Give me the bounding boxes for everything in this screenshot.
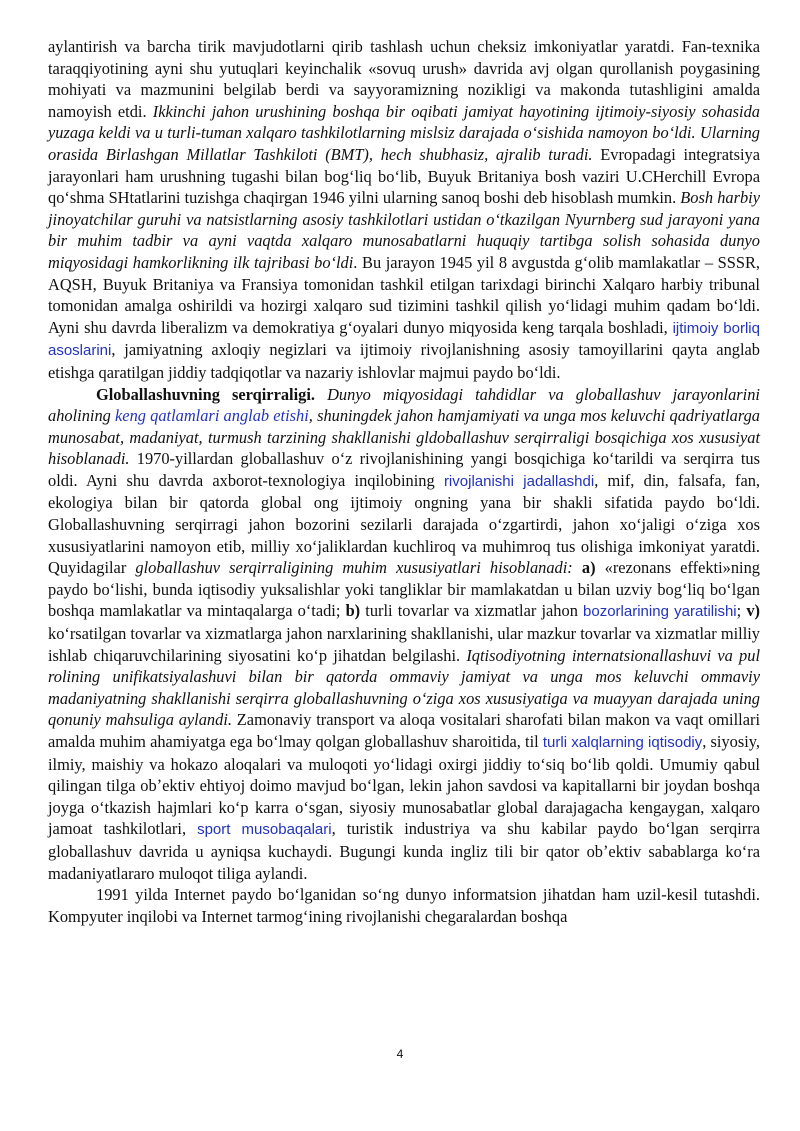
list-marker-v: v) [746,601,761,621]
text-run: 1970-yillardan globallashuv oʻz rivojlanishining yangi bosqichiga koʻtarildi va serqirra tus oldi. Ayni shu davrda axborot-texnologiya inqilobining [48,449,760,490]
link-rivojlanishi-jadallashdi[interactable]: rivojlanishi jadallashdi [443,472,595,490]
italic-text: Ikkinchi jahon urushining boshqa bir oqibati jamiyat hayotining ijtimoiy-siyosiy sohasida yuzaga keldi va u turli-tuman xalqaro tashkilotlarning mislsiz darajada oʻsishida namoyon boʻldi. Ularning orasida Birlashgan Millatlar Tashkiloti (BMT), hech shubhasiz, ajralib turadi. [48,101,761,164]
text-run: . Bu jarayon 1945 yil 8 avgustda gʻolib mamlakatlar – SSSR, AQSH, Buyuk Britaniya va Fransiya tomonidan tashkil etilgan tarixdagi birinchi Xalqaro harbiy tribunal tomonidan amalga oshirildi va hozirgi xalqaro sud tizimini tashkil qilish yoʻlidagi muhim qadam boʻldi. Ayni shu davrda liberalizm va demokratiya gʻoyalari dunyo miqyosida keng tarqala boshladi, [48,252,761,337]
link-keng-qatlamlari[interactable]: keng qatlamlari anglab etishi [115,406,309,426]
text-run: , siyosiy, ilmiy, maishiy va hokazo aloqalari va muloqoti yoʻlidagi oxirgi jiddiy toʻsiq boʻlib qoldi. Umumiy qabul qilingan tilga obʼektiv ehtiyoj doimo mavjud boʻlgan, lekin jahon savdosi va kapitallarni bir joydan boshqa joyga oʻtkazish hajmlari koʻp karra oʻsgan, siyosiy munosabatlar global darajagacha kengaygan, xalqaro jamoat tashkilotlari, [48,732,760,839]
italic-text: Iqtisodiyotning internatsionallashuvi va pul rolining unifikatsiyalashuvi bilan bir qatorda ommaviy jamiyat va unga mos keluvchi ommaviy madaniyatning shakllanishi serqirra globallashuvning oʻziga xos xususiyatiga va muayyan darajada uning qonuniy mahsuliga aylandi. [48,645,760,730]
paragraph-2 [48,384,760,885]
list-marker-a: a) [581,558,596,578]
paragraph-1 [48,36,760,384]
section-heading: Globallashuvning serqirraligi. [96,384,315,404]
link-turli-xalqlarning[interactable]: turli xalqlarning iqtisodiy [542,734,703,751]
italic-text: Dunyo miqyosidagi tahdidlar va globallashuv jarayonlarini aholining [48,384,760,426]
text-run [573,558,582,577]
italic-text: , shuningdek jahon hamjamiyati va unga mos keluvchi qadriyatlarga munosabat, madaniyat, turmush tarzining shakllanishi gldoballashuv serqirraligi bosqichiga xos xususiyat hisoblanadi. [48,406,760,469]
text-run: turli tovarlar va xizmatlar jahon [360,601,584,621]
text-run: ; [736,601,747,621]
text-run: 1991 yilda Internet paydo boʻlganidan soʻng dunyo informatsion jihatdan ham uzil-kesil tutashdi. Kompyuter inqilobi va Internet tarmogʻining rivojlanishi chegaralardan boshqa [48,885,760,926]
document-body [48,36,760,927]
text-run: , jamiyatning axloqiy negizlari va ijtimoiy rivojlanishning asosiy tamoyillarini qayta anglab etishga qaratilgan jiddiy tadqiqotlar va nazariy ishlovlar majmui paydo boʻldi. [48,340,760,382]
italic-text: Bosh harbiy jinoyatchilar guruhi va natsistlarning asosiy tashkilotlari ustidan oʻtkazilgan Nyurnberg sud jarayoni yana bir muhim tadbir va ayni vaqtda xalqaro munosabatlarni huquqiy tartibga solish sohasida dunyo miqyosidagi hamkorlikning ilk tajribasi boʻldi [48,188,760,272]
text-run: , mif, din, falsafa, fan, ekologiya bilan bir qatorda global ong ijtimoiy ongning yana bir shakli sifatida paydo boʻldi. Globallashuvning serqirragi jahon bozorini sezilarli darajada oʻzgartirdi, jahon xoʻjaligi oʻziga xos xususiyatlarini namoyon etib, milliy xoʻjaliklardan kuchliroq va muhimroq tus olishiga imkoniyat yaratdi. Quyidagilar [48,470,761,578]
text-run: , turistik industriya va shu kabilar paydo boʻlgan serqirra globallashuv davrida u ayniqsa kuchaydi. Bugungi kunda ingliz tili bir qator obʼektiv sabablarga koʻra madaniyatlararo muloqot tiliga aylandi. [48,819,760,883]
text-run: Evropadagi integratsiya jarayonlari ham urushning tugashi bilan bogʻliq boʻlib, Buyuk Britaniya bosh vaziri U.CHerchill Evropa qoʻshma SHtatlarini tuzishga chaqirgan 1946 yilni ularning sanoq boshi deb hisoblash mumkin. [48,144,760,208]
list-marker-b: b) [345,601,361,621]
text-run: koʻrsatilgan tovarlar va xizmatlarga jahon narxlarining shakllanishi, ular mazkur tovarlar va xizmatlar milliy ishlab chiqaruvchilarining siyosatini koʻp jihatdan belgilashi. [48,624,760,665]
link-bozorlarining-yaratilishi[interactable]: bozorlarining yaratilishi [583,603,737,621]
paragraph-3 [48,884,760,927]
page-number: 4 [396,1047,404,1061]
link-ijtimoiy-borliq[interactable]: ijtimoiy borliq asoslarini [48,319,760,360]
text-run: Zamonaviy transport va aloqa vositalari sharofati bilan makon va vaqt omillari amalda muhim ahamiyatga ega boʻlmay qolgan globallashuv sharoitida, til [48,710,760,751]
text-run: aylantirish va barcha tirik mavjudotlarni qirib tashlash uchun cheksiz imkoniyatlar yaratdi. Fan-texnika taraqqiyotining ayni shu yutuqlari keyinchalik «sovuq urush» davrida avj olgan qurollanish poygasining mohiyati va mazmunini belgilab berdi va sayyoramizning nozikligi va makonda tutashligini amalda namoyish etdi. [48,37,760,121]
italic-text: globallashuv serqirraligining muhim xususiyatlari hisoblanadi: [135,558,573,578]
text-run: «rezonans effekti»ning paydo boʻlishi, bunda iqtisodiy yuksalishlar yoki tangliklar bir mamlakatdan u bilan uzviy bogʻliq boʻlgan boshqa mamlakatlar va mintaqalarga oʻtadi; [48,558,760,621]
link-sport-musobaqalari[interactable]: sport musobaqalari [197,821,332,839]
